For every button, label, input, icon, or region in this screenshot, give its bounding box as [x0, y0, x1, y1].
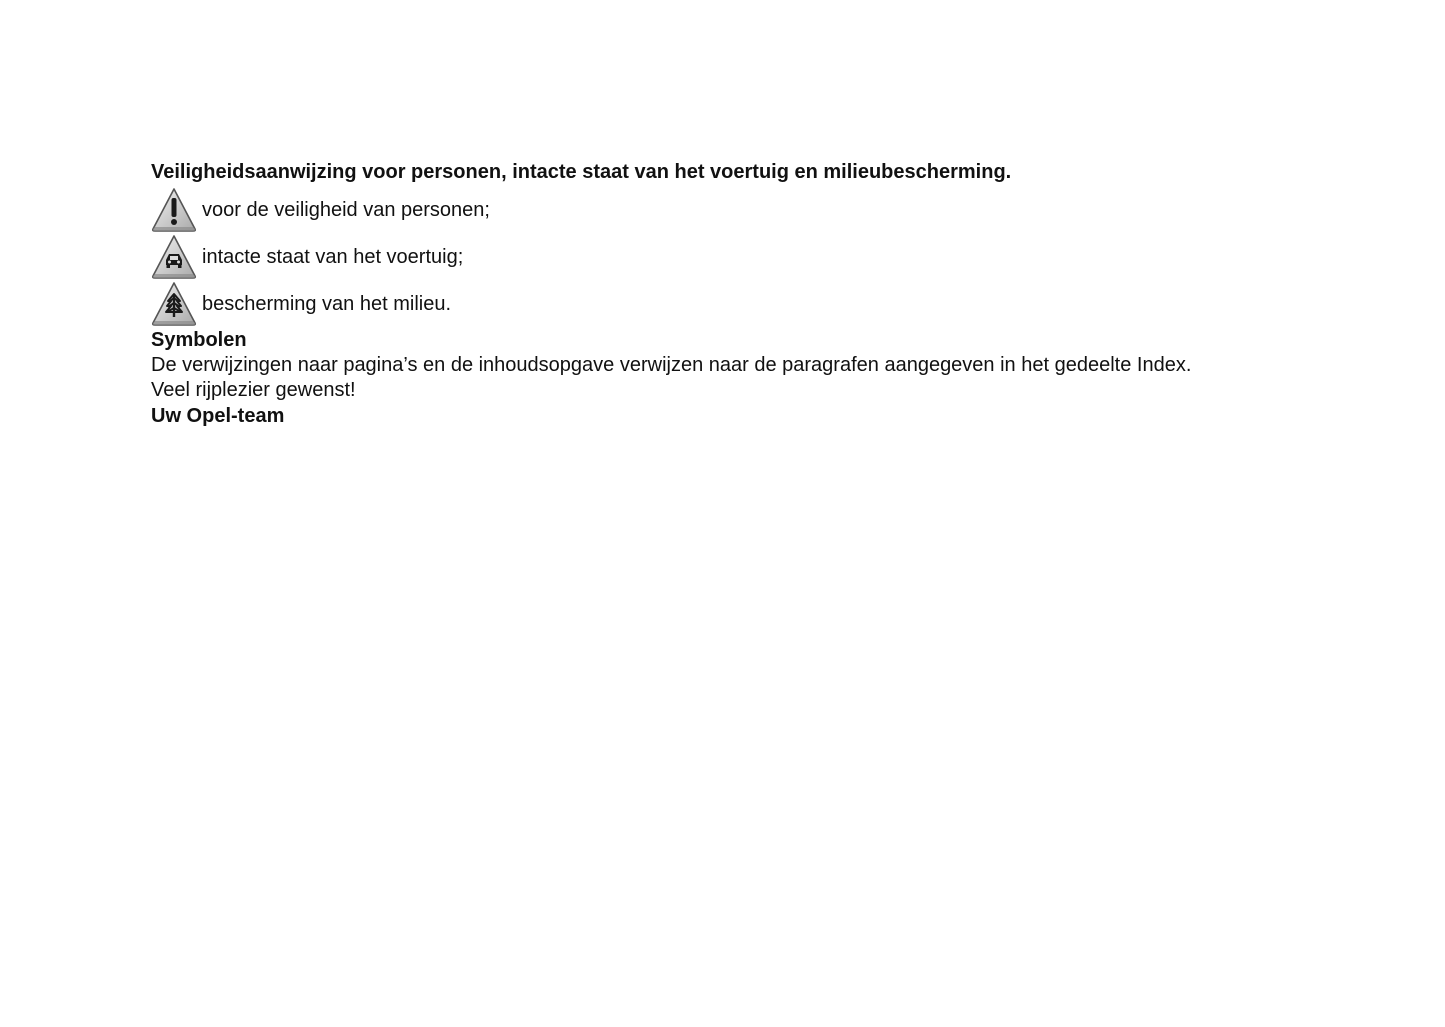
symbol-row-environment: [151, 280, 1351, 327]
symbol-label: bescherming van het milieu.: [202, 292, 452, 315]
tree-environment-icon: [151, 281, 197, 327]
symbol-row-personal-safety: [151, 186, 1351, 233]
symbol-row-vehicle: [151, 233, 1351, 280]
exclamation-warning-icon: [151, 187, 197, 233]
signature: Uw Opel-team: [151, 405, 285, 427]
page-heading: Veiligheidsaanwijzing voor personen, intacte staat van het voertuig en milieubescherming.: [151, 161, 1012, 183]
symbol-label: intacte staat van het voertuig;: [202, 245, 464, 268]
paragraph-index-reference: De verwijzingen naar pagina’s en de inhoudsopgave verwijzen naar de paragrafen aangegeven in het gedeelte Index.: [151, 354, 1192, 376]
paragraph-greeting: Veel rijplezier gewenst!: [151, 379, 356, 401]
document-body: [151, 158, 1351, 429]
vehicle-warning-icon: [151, 234, 197, 280]
symbol-label: voor de veiligheid van personen;: [202, 198, 490, 221]
symbols-heading: Symbolen: [151, 329, 247, 351]
